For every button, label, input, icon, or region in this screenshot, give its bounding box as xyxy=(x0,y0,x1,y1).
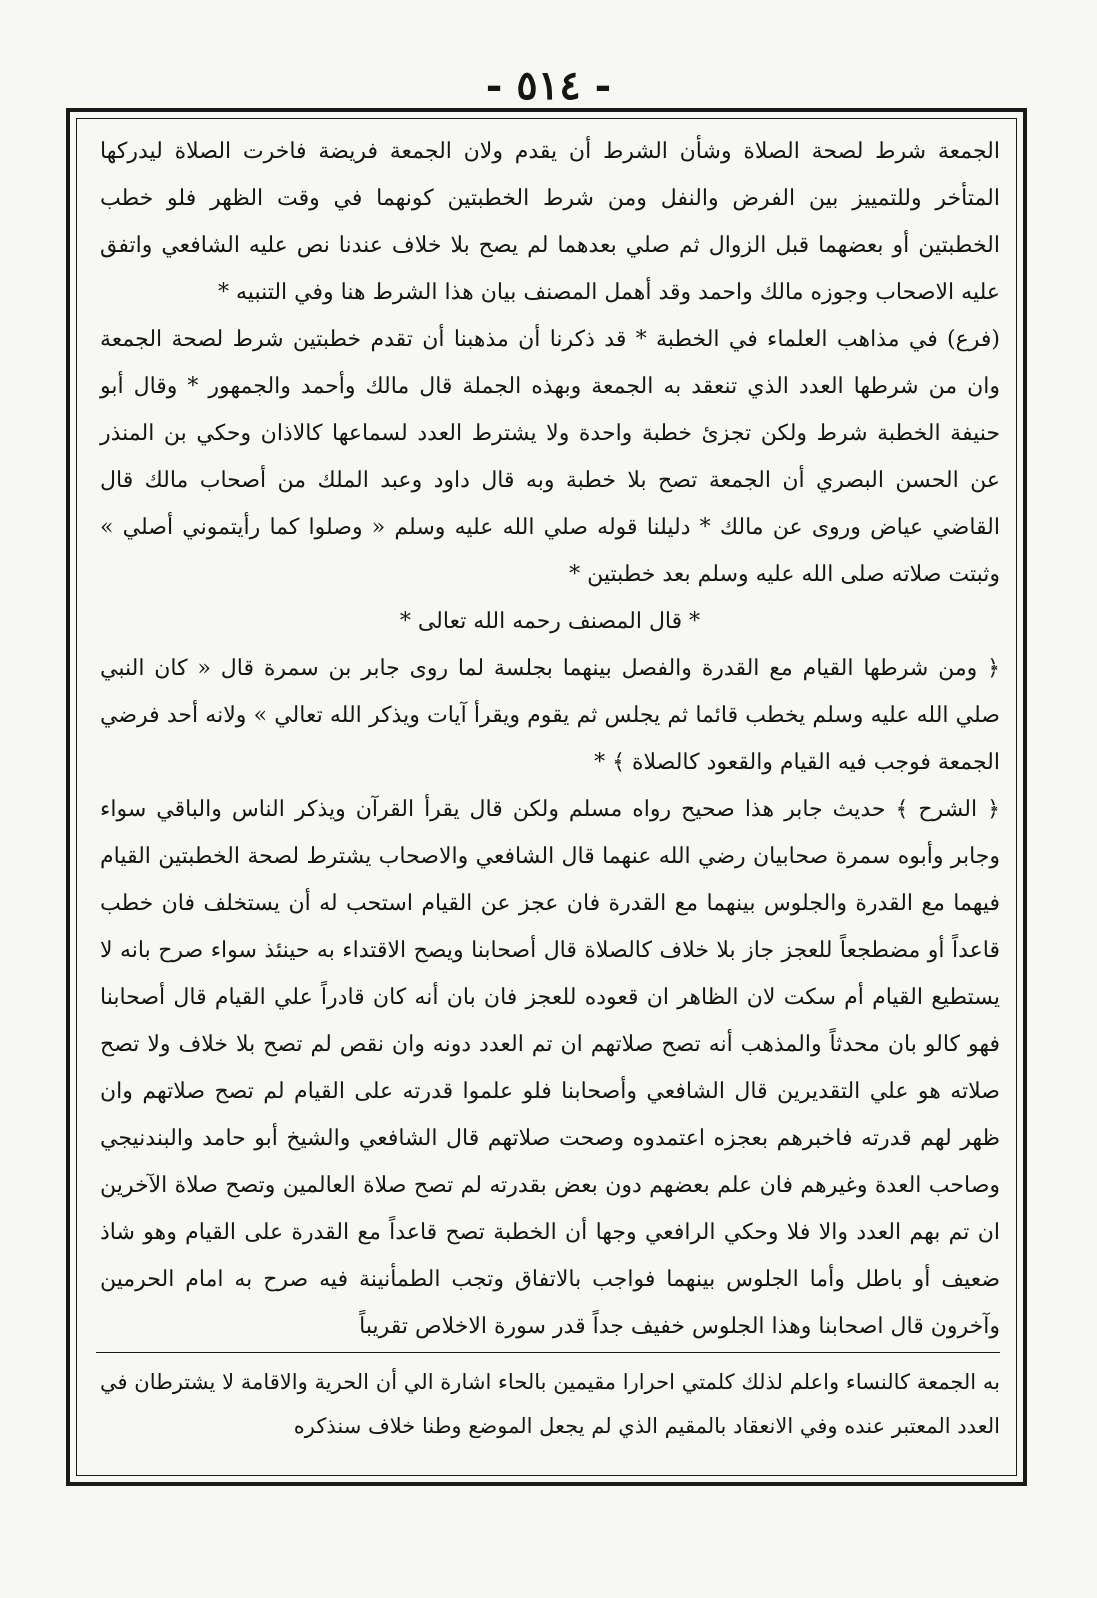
paragraph: (فرع) في مذاهب العلماء في الخطبة * قد ذكرنا أن مذهبنا أن تقدم خطبتين شرط لصحة الجمعة وان من شرطها العدد الذي تنعقد به الجمعة وبهذه الجملة قال مالك وأحمد والجمهور * وقال أبو حنيفة الخطبة شرط ولكن تجزئ خطبة واحدة ولا يشترط العدد لسماعها كالاذان وحكي بن المنذر عن الحسن البصري أن الجمعة تصح بلا خطبة وبه قال داود وعبد الملك من أصحاب مالك قال القاضي عياض وروى عن مالك * دليلنا قوله صلي الله عليه وسلم « وصلوا كما رأيتموني أصلي » وثبتت صلاته صلى الله عليه وسلم بعد خطبتين * xyxy=(100,327,1000,587)
page-number: - ٥١٤ - xyxy=(485,62,612,109)
footnote-paragraph: به الجمعة كالنساء واعلم لذلك كلمتي احرارا مقيمين بالحاء اشارة الي أن الحرية والاقامة لا يشترطان في العدد المعتبر عنده وفي الانعقاد بالمقيم الذي لم يجعل الموضع وطنا خلاف سنذكره xyxy=(100,1370,1000,1438)
main-text xyxy=(100,128,1000,1350)
footnote-text xyxy=(100,1360,1000,1448)
footnote-divider xyxy=(96,1352,1000,1353)
paragraph: * قال المصنف رحمه الله تعالى * xyxy=(399,609,701,634)
paragraph: ﴿ الشرح ﴾ حديث جابر هذا صحيح رواه مسلم ولكن قال يقرأ القرآن ويذكر الناس والباقي سواء وجابر وأبوه سمرة صحابيان رضي الله عنهما قال الشافعي والاصحاب يشترط لصحة الخطبتين القيام فيهما مع القدرة والجلوس بينهما مع القدرة فان عجز عن القيام استحب له أن يستخلف فان خطب قاعداً أو مضطجعاً للعجز جاز بلا خلاف كالصلاة قال أصحابنا ويصح الاقتداء به حينئذ سواء صرح بانه لا يستطيع القيام أم سكت لان الظاهر ان قعوده للعجز فان بان أنه كان قادراً علي القيام قال أصحابنا فهو كالو بان محدثاً والمذهب أنه تصح صلاتهم ان تم العدد دونه وان نقص لم تصح بلا خلاف ولا تصح صلاته هو علي التقديرين قال الشافعي وأصحابنا فلو علموا قدرته على القيام لم تصح صلاتهم وان ظهر لهم قدرته فاخبرهم بعجزه اعتمدوه وصحت صلاتهم قال الشافعي والشيخ أبو حامد والبندنيجي وصاحب العدة وغيرهم فان علم بعضهم دون بعض بقدرته لم تصح صلاة العالمين وتصح صلاة الآخرين ان تم بهم العدد والا فلا وحكي الرافعي وجها أن الخطبة تصح قاعداً مع القدرة على القيام وهو شاذ ضعيف أو باطل وأما الجلوس بينهما فواجب بالاتفاق وتجب الطمأنينة فيه صرح به امام الحرمين وآخرون قال اصحابنا وهذا الجلوس خفيف جداً قدر سورة الاخلاص تقريباً xyxy=(100,797,1001,1339)
paragraph: ﴿ ومن شرطها القيام مع القدرة والفصل بينهما بجلسة لما روى جابر بن سمرة قال « كان النبي صلي الله عليه وسلم يخطب قائما ثم يجلس ثم يقوم ويقرأ آيات ويذكر الله تعالي » ولانه أحد فرضي الجمعة فوجب فيه القيام والقعود كالصلاة ﴾ * xyxy=(100,656,1000,775)
paragraph: الجمعة شرط لصحة الصلاة وشأن الشرط أن يقدم ولان الجمعة فريضة فاخرت الصلاة ليدركها المتأخر وللتمييز بين الفرض والنفل ومن شرط الخطبتين كونهما في وقت الظهر فلو خطب الخطبتين أو بعضهما قبل الزوال ثم صلي بعدهما لم يصح بلا خلاف عندنا نص عليه الشافعي واتفق عليه الاصحاب وجوزه مالك واحمد وقد أهمل المصنف بيان هذا الشرط هنا وفي التنبيه * xyxy=(100,139,1000,305)
